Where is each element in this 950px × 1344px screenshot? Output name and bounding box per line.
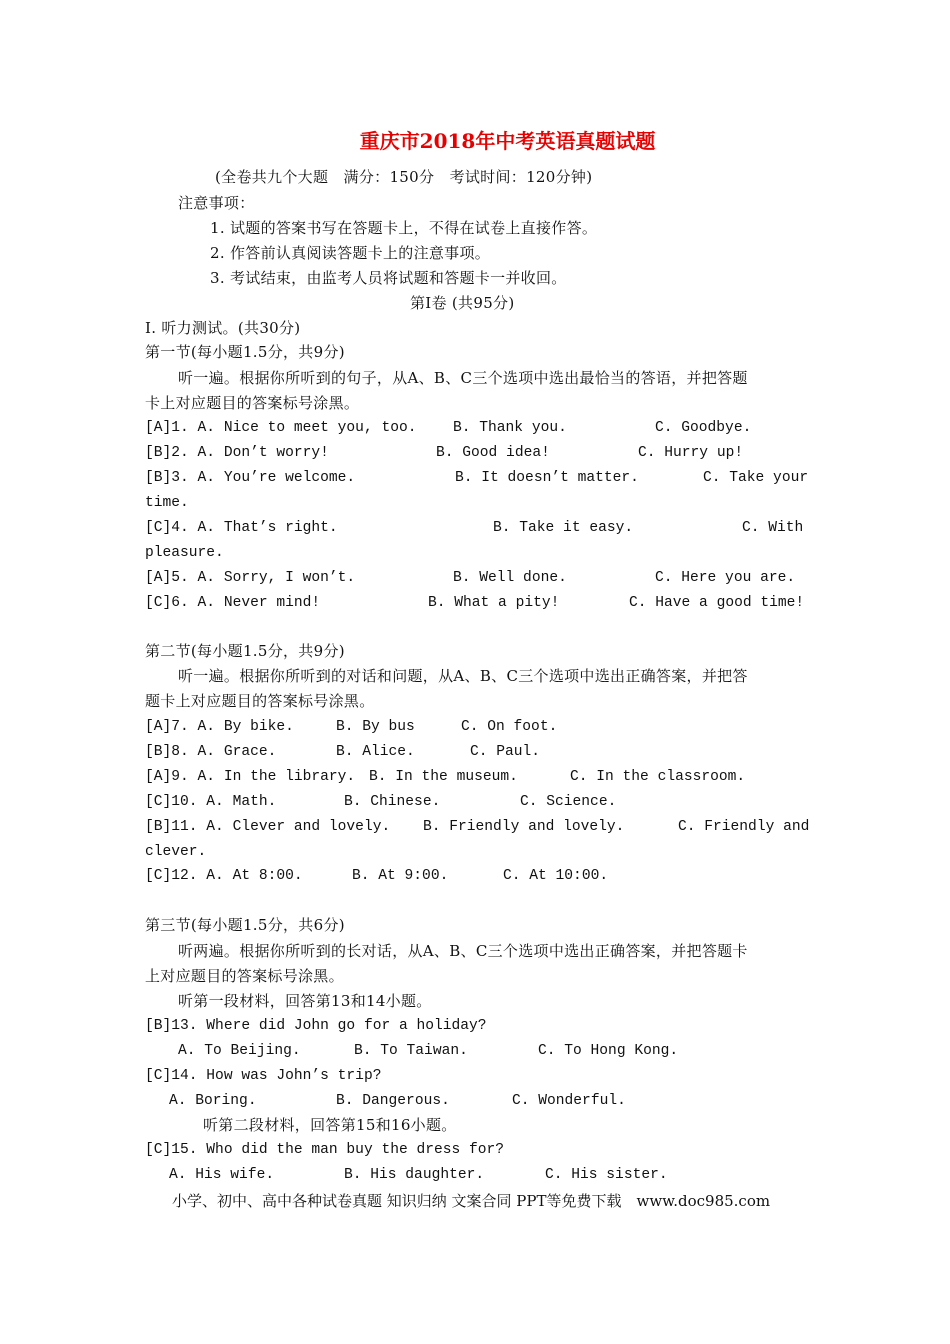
question-option-c: C. Friendly and [678,819,810,835]
section-heading: 第二节(每小题1.5分，共9分) [145,642,345,660]
exam-title: 重庆市2018年中考英语真题试题 [359,129,656,153]
question-wrap: clever. [145,844,207,860]
question-option-c: C. Wonderful. [512,1093,626,1109]
question-option-b: B. Chinese. [344,794,441,810]
question-option-a: A. His wife. [169,1167,275,1183]
question-row [145,518,810,538]
question-option-a: [B]3. A. You’re welcome. [145,470,356,486]
question-stem: [C]15. Who did the man buy the dress for? [145,1142,505,1158]
question-option-a: [B]2. A. Don’t worry! [145,445,329,461]
question-row [145,1041,810,1061]
question-row [145,742,810,762]
material-note: 听第一段材料，回答第13和14小题。 [178,992,432,1010]
notice-item: 3. 考试结束，由监考人员将试题和答题卡一并收回。 [210,269,567,287]
question-option-c: C. On foot. [461,719,558,735]
part-heading: I. 听力测试。(共30分) [145,319,301,337]
question-row [145,717,810,737]
question-option-c: C. Here you are. [655,570,796,586]
question-option-b: B. To Taiwan. [354,1043,468,1059]
question-option-b: B. His daughter. [344,1167,485,1183]
notice-item: 2. 作答前认真阅读答题卡上的注意事项。 [210,244,491,262]
question-stem: [C]14. How was John’s trip? [145,1068,382,1084]
question-option-c: C. To Hong Kong. [538,1043,679,1059]
question-option-a: [A]9. A. In the library. [145,769,356,785]
question-option-b: B. Take it easy. [493,520,634,536]
material-note: 听第二段材料，回答第15和16小题。 [203,1116,457,1134]
question-option-a: [C]4. A. That’s right. [145,520,338,536]
question-option-c: C. At 10:00. [503,868,609,884]
question-option-b: B. Alice. [336,744,415,760]
question-option-b: B. Good idea! [436,445,550,461]
question-row [145,443,810,463]
section-instruction: 听一遍。根据你所听到的对话和问题，从A、B、C三个选项中选出正确答案，并把答 [178,667,748,685]
notice-item: 1. 试题的答案书写在答题卡上，不得在试卷上直接作答。 [210,219,598,237]
question-option-a: [C]10. A. Math. [145,794,277,810]
question-option-a: [C]12. A. At 8:00. [145,868,303,884]
notice-heading: 注意事项： [178,194,255,212]
section-instruction: 听两遍。根据你所听到的长对话，从A、B、C三个选项中选出正确答案，并把答题卡 [178,942,748,960]
question-option-c: C. Goodbye. [655,420,752,436]
question-option-b: B. In the museum. [369,769,518,785]
question-option-c: C. In the classroom. [570,769,746,785]
question-stem: [B]13. Where did John go for a holiday? [145,1018,487,1034]
question-option-c: C. Take your [703,470,809,486]
volume-title: 第Ⅰ卷 (共95分) [410,294,515,312]
question-row [145,418,810,438]
question-row [145,593,810,613]
question-option-a: [C]6. A. Never mind! [145,595,321,611]
question-option-a: [A]7. A. By bike. [145,719,294,735]
question-option-b: B. By bus [336,719,415,735]
question-row [145,767,810,787]
exam-info: (全卷共九个大题 满分：150分 考试时间：120分钟) [215,168,593,186]
question-row [145,1091,810,1111]
section-instruction: 上对应题目的答案标号涂黑。 [145,967,344,985]
question-option-b: B. At 9:00. [352,868,449,884]
question-option-b: B. Thank you. [453,420,567,436]
question-row [145,468,810,488]
question-row [145,792,810,812]
question-option-b: B. Friendly and lovely. [423,819,625,835]
question-option-b: B. Dangerous. [336,1093,450,1109]
section-heading: 第一节(每小题1.5分，共9分) [145,343,345,361]
section-heading: 第三节(每小题1.5分，共6分) [145,916,345,934]
question-option-a: [B]8. A. Grace. [145,744,277,760]
question-option-a: A. To Beijing. [178,1043,301,1059]
question-row [145,1165,810,1185]
question-option-a: [B]11. A. Clever and lovely. [145,819,391,835]
question-option-b: B. What a pity! [428,595,560,611]
question-wrap: time. [145,495,189,511]
question-row [145,817,810,837]
question-option-c: C. Paul. [470,744,541,760]
question-wrap: pleasure. [145,545,224,561]
footer-note: 小学、初中、高中各种试卷真题 知识归纳 文案合同 PPT等免费下载 www.doc985.com [172,1192,771,1210]
question-option-c: C. His sister. [545,1167,668,1183]
question-option-c: C. With [742,520,804,536]
question-option-c: C. Science. [520,794,617,810]
question-option-b: B. Well done. [453,570,567,586]
question-option-c: C. Hurry up! [638,445,744,461]
question-row [145,568,810,588]
question-option-a: A. Boring. [169,1093,257,1109]
section-instruction: 卡上对应题目的答案标号涂黑。 [145,394,360,412]
section-instruction: 听一遍。根据你所听到的句子，从A、B、C三个选项中选出最恰当的答语，并把答题 [178,369,748,387]
question-option-b: B. It doesn’t matter. [455,470,639,486]
question-option-a: [A]5. A. Sorry, I won’t. [145,570,356,586]
question-option-a: [A]1. A. Nice to meet you, too. [145,420,417,436]
section-instruction: 题卡上对应题目的答案标号涂黑。 [145,692,375,710]
question-option-c: C. Have a good time! [629,595,805,611]
question-row [145,866,810,886]
